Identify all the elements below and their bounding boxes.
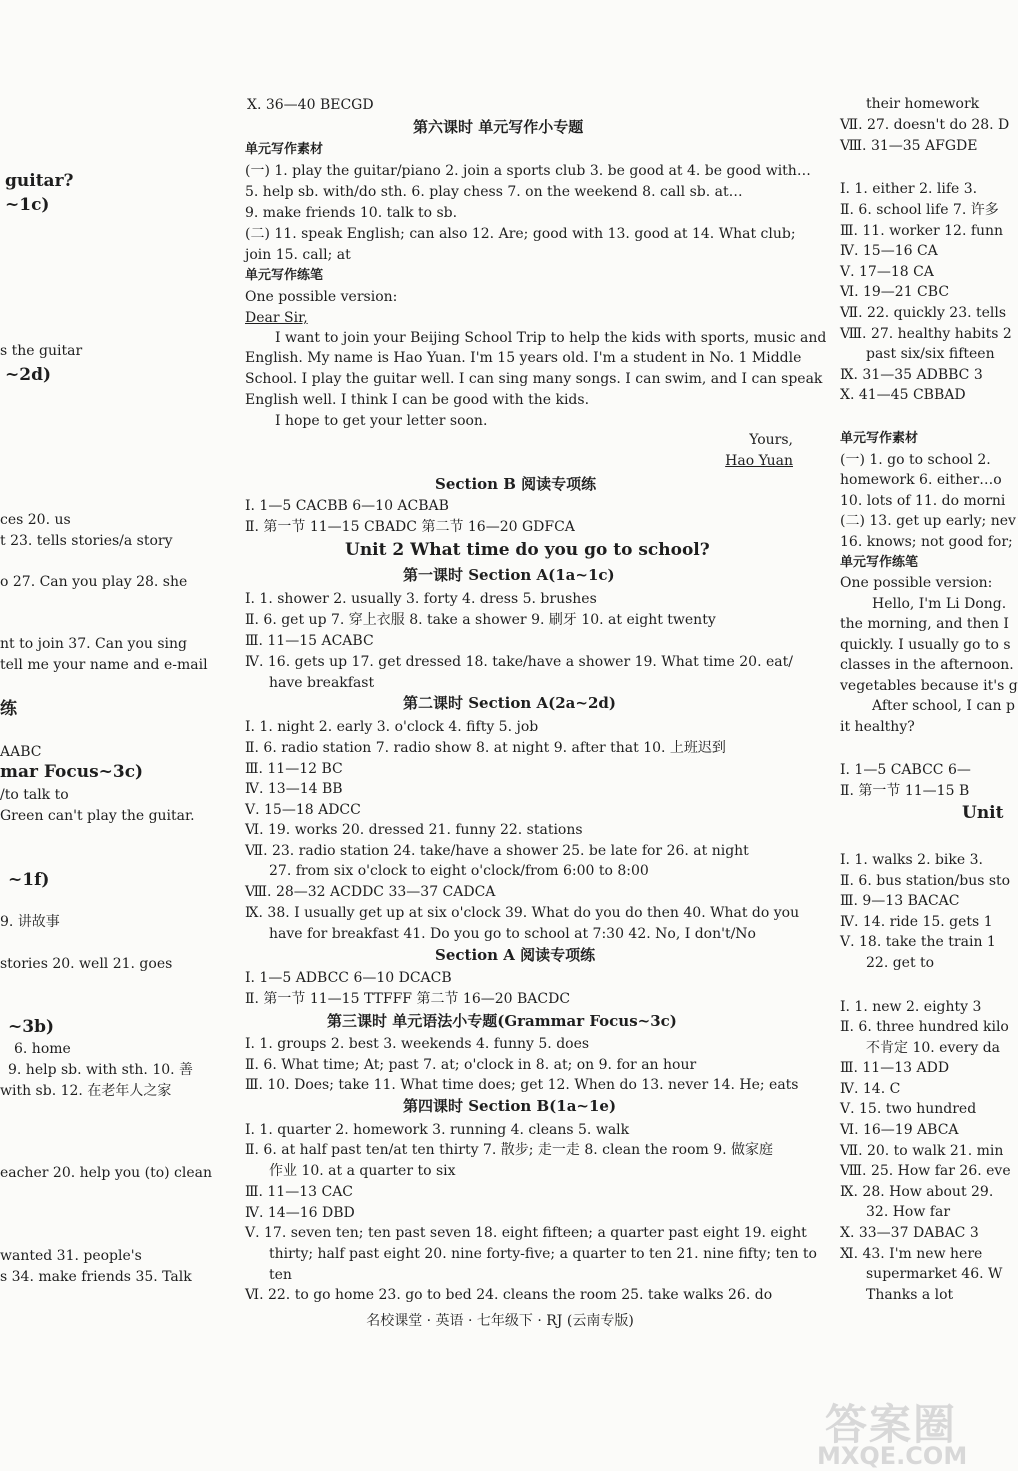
left-line: ~1f) [8,870,50,890]
left-line: eacher 20. help you (to) clean [0,1165,213,1181]
left-line: o 27. Can you play 28. she [0,574,188,590]
mid-line: Ⅵ. 22. to go home 23. go to bed 24. cleans the room 25. take walks 26. do [245,1287,773,1303]
right-line: 不肯定 10. every da [866,1040,1001,1056]
right-line: Ⅹ. 33—37 DABAC 3 [840,1225,979,1241]
left-line: ~1c) [5,195,50,215]
right-line: Ⅶ. 20. to walk 21. min [840,1143,1004,1159]
right-line: Ⅳ. 14. ride 15. gets 1 [840,914,993,930]
right-line: Ⅴ. 18. take the train 1 [840,934,996,950]
right-line: Ⅲ. 11. worker 12. funn [840,223,1004,239]
mid-line: Ⅷ. 28—32 ACDDC 33—37 CADCA [245,884,496,900]
mid-line: Ⅸ. 38. I usually get up at six o'clock 39. What do you do then 40. What do you [245,905,800,921]
mid-line: Ⅲ. 11—15 ACABC [245,633,374,649]
right-line: vegetables because it's g [840,678,1018,694]
left-line: 9. help sb. with sth. 10. 善 [8,1062,194,1078]
right-line: Ⅹ. 41—45 CBBAD [840,387,966,403]
left-line: 练 [0,699,17,719]
mid-line: Ⅱ. 6. get up 7. 穿上衣服 8. take a shower 9. 刷牙 10. at eight twenty [245,612,716,628]
left-line: ces 20. us [0,512,71,528]
right-line: 16. knows; not good for; [840,534,1013,550]
left-line: wanted 31. people's [0,1248,142,1264]
left-line: t 23. tells stories/a story [0,533,173,549]
left-line: 9. 讲故事 [0,914,60,930]
mid-line: have for breakfast 41. Do you go to school at 7:30 42. No, I don't/No [269,926,756,942]
mid-line: have breakfast [269,675,375,691]
mid-line: Ⅳ. 16. gets up 17. get dressed 18. take/have a shower 19. What time 20. eat/ [245,654,793,670]
right-line: 单元写作素材 [840,431,919,446]
mid-line: Ⅱ. 6. What time; At; past 7. at; o'clock in 8. at; on 9. for an hour [245,1057,697,1073]
mid-line: 第三课时 单元语法小专题(Grammar Focus~3c) [327,1012,677,1030]
right-line: past six/six fifteen [866,346,995,362]
right-line: it healthy? [840,719,915,735]
mid-line: 第二课时 Section A(2a~2d) [403,694,616,712]
mid-line: Section A 阅读专项练 [435,946,596,964]
mid-line: Ⅲ. 10. Does; take 11. What time does; get 12. When do 13. never 14. He; eats [245,1077,799,1093]
left-line: ~3b) [8,1017,55,1037]
right-line: Ⅵ. 16—19 ABCA [840,1122,959,1138]
left-line: AABC [0,744,42,760]
right-line: Unit [962,803,1004,823]
mid-line: Ⅱ. 第一节 11—15 TTFFF 第二节 16—20 BACDC [245,991,571,1007]
mid-line: Ⅱ. 6. at half past ten/at ten thirty 7. 散步; 走一走 8. clean the room 9. 做家庭 [245,1142,774,1158]
mid-line: Ⅵ. 19. works 20. dressed 21. funny 22. stations [245,822,583,838]
right-line: Ⅺ. 43. I'm new here [840,1246,983,1262]
mid_right-line: Yours, [749,432,793,448]
mid-line: 单元写作练笔 [245,268,324,283]
right-line: 32. How far [866,1204,951,1220]
right-line: Ⅷ. 31—35 AFGDE [840,138,978,154]
left-line: tell me your name and e-mail [0,657,208,673]
left-line: guitar? [5,171,74,191]
mid-line: (二) 11. speak English; can also 12. Are; good with 13. good at 14. What club; [245,226,796,242]
mid-line: Ⅱ. 6. radio station 7. radio show 8. at night 9. after that 10. 上班迟到 [245,740,726,756]
mid-line: School. I play the guitar well. I can sing many songs. I can swim, and I can speak [245,371,823,387]
right-line: Ⅵ. 19—21 CBC [840,284,950,300]
right-line: Hello, I'm Li Dong. [872,596,1007,612]
right-column [840,0,1018,1471]
watermark-logo [815,1392,1000,1471]
left-line: mar Focus~3c) [0,762,144,782]
right-line: Ⅱ. 6. three hundred kilo [840,1019,1009,1035]
mid-line: Ⅹ. 36—40 BECGD [247,97,374,113]
mid-line: 第一课时 Section A(1a~1c) [403,566,615,584]
right-line: Ⅰ. 1—5 CABCC 6— [840,762,971,778]
mid-line: 5. help sb. with/do sth. 6. play chess 7. on the weekend 8. call sb. at… [245,184,743,200]
mid-line: Ⅰ. 1—5 CACBB 6—10 ACBAB [245,498,449,514]
right-line: Ⅱ. 6. school life 7. 许多 [840,202,999,218]
mid-line: Ⅳ. 13—14 BB [245,781,343,797]
right-line: Ⅸ. 31—35 ADBBC 3 [840,367,983,383]
mid-line: English. My name is Hao Yuan. I'm 15 years old. I'm a student in No. 1 Middle [245,350,802,366]
right-line: Ⅳ. 15—16 CA [840,243,938,259]
mid-line: English well. I think I can be good with the kids. [245,392,590,408]
mid-line: Ⅰ. 1. groups 2. best 3. weekends 4. funny 5. does [245,1036,590,1052]
watermark-top: 答案圈 [825,1400,958,1449]
right-line: Ⅰ. 1. either 2. life 3. [840,181,978,197]
right-line: quickly. I usually go to s [840,637,1011,653]
mid-line: 单元写作素材 [245,142,324,157]
right-line: Ⅶ. 27. doesn't do 28. D [840,117,1010,133]
mid-line: Ⅰ. 1. quarter 2. homework 3. running 4. cleans 5. walk [245,1122,630,1138]
mid-line: Ⅰ. 1. night 2. early 3. o'clock 4. fifty 5. job [245,719,539,735]
mid-line: Ⅱ. 第一节 11—15 CBADC 第二节 16—20 GDFCA [245,519,575,535]
right-line: (二) 13. get up early; nev [840,513,1016,529]
mid-line: Ⅲ. 11—12 BC [245,761,343,777]
right-line: Ⅰ. 1. walks 2. bike 3. [840,852,983,868]
right-line: Thanks a lot [866,1287,954,1303]
right-line: 10. lots of 11. do morni [840,493,1006,509]
right-line: Ⅷ. 25. How far 26. eve [840,1163,1011,1179]
right-line: supermarket 46. W [866,1266,1003,1282]
right-line: Ⅱ. 第一节 11—15 B [840,783,970,799]
mid-line: Unit 2 What time do you go to school? [345,540,710,560]
right-line: the morning, and then I [840,616,1009,632]
mid_right-line: Hao Yuan [725,453,793,469]
left-line: ~2d) [5,365,52,385]
right-line: classes in the afternoon. [840,657,1014,673]
left-line: with sb. 12. 在老年人之家 [0,1083,172,1099]
right-line: 22. get to [866,955,935,971]
mid-line: join 15. call; at [245,247,351,263]
watermark-bottom: MXQE.COM [817,1442,968,1470]
mid-line: ten [269,1267,292,1283]
mid-line: Dear Sir, [245,310,308,326]
left-column [0,0,215,1471]
mid-line: One possible version: [245,289,398,305]
mid-line: 9. make friends 10. talk to sb. [245,205,458,221]
right-line: Ⅶ. 22. quickly 23. tells [840,305,1007,321]
right-line: 单元写作练笔 [840,555,919,570]
right-line: Ⅷ. 27. healthy habits 2 [840,326,1012,342]
right-line: (一) 1. go to school 2. [840,452,991,468]
middle-column [245,0,827,1471]
left-line: s the guitar [0,343,83,359]
mid-line: Ⅴ. 17. seven ten; ten past seven 18. eight fifteen; a quarter past eight 19. eight [245,1225,807,1241]
mid-line: 第六课时 单元写作小专题 [413,118,584,136]
mid-line: 作业 10. at a quarter to six [269,1163,456,1179]
right-line: Ⅴ. 17—18 CA [840,264,934,280]
mid-line: Ⅴ. 15—18 ADCC [245,802,361,818]
left-line: Green can't play the guitar. [0,808,195,824]
mid-line: Ⅳ. 14—16 DBD [245,1205,355,1221]
left-line: s 34. make friends 35. Talk [0,1269,192,1285]
right-line: Ⅲ. 11—13 ADD [840,1060,950,1076]
page-footer: 名校课堂 · 英语 · 七年级下 · RJ (云南专版) [366,1313,634,1329]
mid-line: (一) 1. play the guitar/piano 2. join a sports club 3. be good at 4. be good with… [245,163,811,179]
right-line: Ⅴ. 15. two hundred [840,1101,977,1117]
right-line: Ⅸ. 28. How about 29. [840,1184,994,1200]
mid-line: 第四课时 Section B(1a~1e) [403,1097,617,1115]
right-line: Ⅲ. 9—13 BACAC [840,893,960,909]
right-line: One possible version: [840,575,993,591]
mid-line: I hope to get your letter soon. [275,413,488,429]
right-line: their homework [866,96,980,112]
mid-line: I want to join your Beijing School Trip to help the kids with sports, music and [275,330,827,346]
mid-line: thirty; half past eight 20. nine forty-five; a quarter to ten 21. nine fifty; ten to [269,1246,817,1262]
left-line: stories 20. well 21. goes [0,956,173,972]
right-line: Ⅱ. 6. bus station/bus sto [840,873,1011,889]
mid-line: Ⅶ. 23. radio station 24. take/have a shower 25. be late for 26. at night [245,843,749,859]
right-line: After school, I can p [872,698,1015,714]
right-line: Ⅰ. 1. new 2. eighty 3 [840,999,982,1015]
right-line: homework 6. either…o [840,472,1002,488]
left-line: 6. home [14,1041,71,1057]
right-line: Ⅳ. 14. C [840,1081,901,1097]
mid-line: Ⅰ. 1—5 ADBCC 6—10 DCACB [245,970,452,986]
left-line: /to talk to [0,787,69,803]
mid-line: 27. from six o'clock to eight o'clock/from 6:00 to 8:00 [269,863,649,879]
mid-line: Ⅲ. 11—13 CAC [245,1184,354,1200]
mid-line: Section B 阅读专项练 [435,475,597,493]
left-line: nt to join 37. Can you sing [0,636,187,652]
mid-line: Ⅰ. 1. shower 2. usually 3. forty 4. dress 5. brushes [245,591,597,607]
